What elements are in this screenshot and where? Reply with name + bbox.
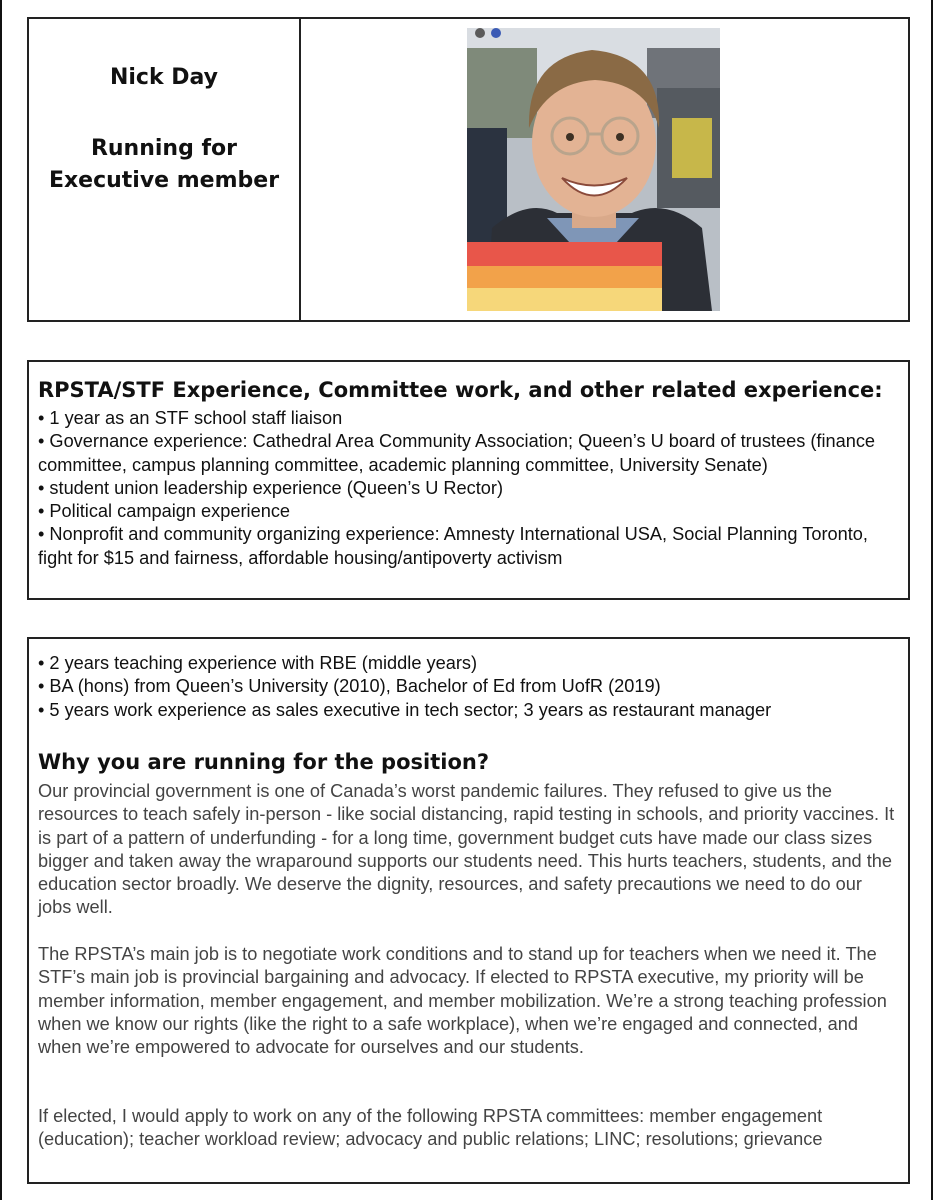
candidate-role xyxy=(29,133,299,197)
role-line-1: Running for xyxy=(90,136,238,161)
list-item: • 1 year as an STF school staff liaison xyxy=(38,408,343,428)
candidate-photo-illustration xyxy=(467,28,720,311)
role-line-2: Executive member xyxy=(48,168,280,193)
candidate-name-cell xyxy=(29,19,301,320)
education-why-section xyxy=(27,637,910,1184)
experience-section xyxy=(27,360,910,600)
list-item: • 5 years work experience as sales executive in tech sector; 3 years as restaurant manager xyxy=(38,699,772,720)
experience-title: RPSTA/STF Experience, Committee work, and other related experience: xyxy=(38,378,883,402)
education-list xyxy=(38,652,900,722)
page-edge-left xyxy=(0,0,2,1200)
candidate-photo xyxy=(467,28,720,311)
experience-list xyxy=(38,407,900,570)
candidate-name: Nick Day xyxy=(109,65,219,90)
candidate-header xyxy=(27,17,910,322)
why-paragraph-1: Our provincial government is one of Canada’s worst pandemic failures. They refused to give us the resources to teach safely in-person - like social distancing, rapid testing in schools, and priority vaccines. It is part of a pattern of underfunding - for a long time, government budget cuts have made our class sizes bigger and taken away the wraparound supports our students need. This hurts teachers, students, and the education sector broadly. We deserve the dignity, resources, and safety precautions we need to do our jobs well. xyxy=(38,781,895,918)
list-item: • 2 years teaching experience with RBE (middle years) xyxy=(38,653,478,673)
list-item: • Nonprofit and community organizing experience: Amnesty International USA, Social Planning Toronto, fight for $15 and fairness, affordable housing/antipoverty activism xyxy=(38,524,868,568)
list-item: • Political campaign experience xyxy=(38,501,291,522)
list-item: • Governance experience: Cathedral Area Community Association; Queen’s U board of trustees (finance committee, campus planning committee, academic planning committee, University Senate) xyxy=(38,431,876,475)
list-item: • student union leadership experience (Queen’s U Rector) xyxy=(38,477,504,498)
list-item: • BA (hons) from Queen’s University (2010), Bachelor of Ed from UofR (2019) xyxy=(38,676,661,697)
why-title: Why you are running for the position? xyxy=(38,750,489,774)
why-paragraph-2: The RPSTA’s main job is to negotiate work conditions and to stand up for teachers when we need it. The STF’s main job is provincial bargaining and advocacy. If elected to RPSTA executive, my priority will be member information, member engagement, and member mobilization. We’re a strong teaching profession when we know our rights (like the right to a safe workplace), when we’re engaged and connected, and when we’re empowered to advocate for ourselves and our students. xyxy=(38,944,887,1058)
page-edge-right xyxy=(931,0,933,1200)
why-paragraph-3: If elected, I would apply to work on any of the following RPSTA committees: member engagement (education); teacher workload review; advocacy and public relations; LINC; resolutions; grievance xyxy=(38,1106,823,1150)
